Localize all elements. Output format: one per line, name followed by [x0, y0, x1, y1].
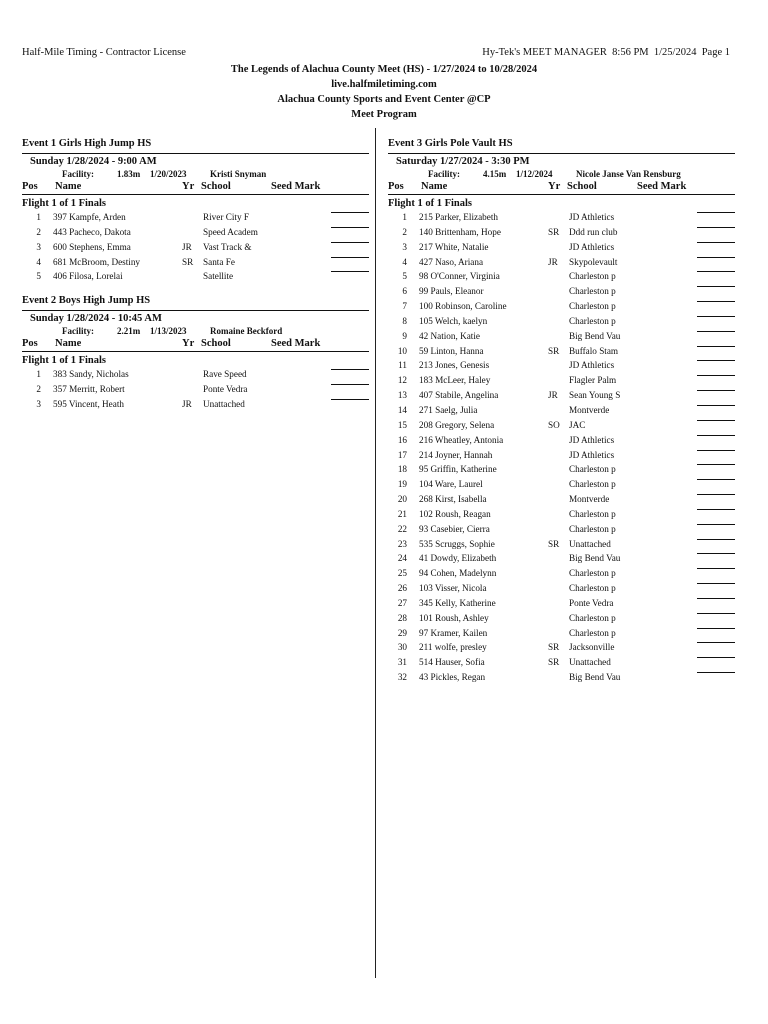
entry-year: SR — [548, 226, 560, 237]
facility-label: Facility: — [428, 169, 460, 179]
col-school-header: School — [567, 181, 597, 192]
column-headers — [22, 338, 369, 352]
col-yr-header: Yr — [182, 181, 195, 192]
entry-pos: 31 — [397, 657, 407, 668]
seed-mark-blank — [697, 657, 735, 658]
entry-school: Satellite — [203, 271, 234, 282]
col-name-header: Name — [55, 181, 82, 192]
flight-label: Flight 1 of 1 Finals — [388, 198, 473, 209]
facility-mark: 1.83m — [117, 169, 141, 179]
entry-name: 215 Parker, Elizabeth — [419, 212, 498, 222]
entry-pos: 10 — [397, 345, 407, 356]
facility-date: 1/13/2023 — [150, 326, 187, 337]
entry-school: River City F — [203, 212, 249, 222]
contractor-license: Half-Mile Timing - Contractor License — [22, 47, 186, 58]
entry-pos: 21 — [397, 508, 407, 519]
meet-manager-stamp: Hy-Tek's MEET MANAGER 8:56 PM 1/25/2024 Page 1 — [482, 47, 730, 58]
flight-label: Flight 1 of 1 Finals — [22, 355, 107, 367]
entry-school: JAC — [569, 419, 586, 430]
facility-mark: 4.15m — [483, 169, 507, 179]
entry-year: SR — [548, 642, 560, 653]
entry-row — [388, 316, 735, 331]
entry-name: 216 Wheatley, Antonia — [419, 434, 504, 445]
entry-name: 104 Ware, Laurel — [419, 479, 483, 490]
entry-school: Big Bend Vau — [569, 672, 621, 683]
entry-pos: 1 — [402, 212, 407, 222]
entry-school: Skypolevault — [569, 256, 618, 267]
seed-mark-blank — [331, 242, 369, 243]
facility-record — [22, 169, 369, 181]
seed-mark-blank — [697, 435, 735, 436]
entry-school: Charleston p — [569, 315, 616, 326]
entry-school: Big Bend Vau — [569, 553, 621, 564]
entry-pos: 28 — [397, 612, 407, 623]
entry-school: Charleston p — [569, 508, 616, 519]
seed-mark-blank — [331, 271, 369, 272]
facility-date: 1/20/2023 — [150, 169, 187, 179]
entry-pos: 14 — [397, 404, 407, 415]
entry-row — [22, 271, 369, 286]
seed-mark-blank — [331, 384, 369, 385]
entry-year: JR — [182, 241, 192, 252]
entry-pos: 7 — [402, 301, 407, 312]
entry-school: Unattached — [203, 398, 245, 409]
meet-venue: Alachua County Sports and Event Center @CP — [277, 94, 491, 105]
seed-mark-blank — [697, 346, 735, 347]
seed-mark-blank — [697, 613, 735, 614]
entry-row — [388, 435, 735, 450]
entry-school: JD Athletics — [569, 449, 615, 460]
meet-title: The Legends of Alachua County Meet (HS) - 1/27/2024 to 10/28/2024 — [230, 64, 538, 75]
entry-school: Montverde — [569, 494, 610, 505]
flight-label: Flight 1 of 1 Finals — [22, 198, 107, 209]
entry-school: Flagler Palm — [569, 375, 617, 386]
entry-pos: 3 — [36, 241, 41, 252]
entry-school: Jacksonville — [569, 642, 615, 653]
seed-mark-blank — [697, 420, 735, 421]
column-headers — [388, 181, 735, 195]
seed-mark-blank — [697, 286, 735, 287]
column-headers — [22, 181, 369, 195]
entry-school: Charleston p — [569, 627, 616, 638]
meet-program-label: Meet Program — [351, 109, 417, 120]
column-divider — [375, 128, 376, 978]
entry-year: SR — [548, 345, 560, 356]
facility-holder: Kristi Snyman — [210, 169, 267, 179]
entry-year: JR — [548, 256, 558, 267]
entry-pos: 13 — [397, 390, 407, 401]
entry-row — [388, 360, 735, 375]
entry-pos: 17 — [397, 449, 407, 460]
entry-pos: 19 — [397, 479, 407, 490]
session-datetime: Sunday 1/28/2024 - 10:45 AM — [30, 313, 162, 325]
entry-row — [388, 509, 735, 524]
seed-mark-blank — [697, 642, 735, 643]
entry-row — [388, 494, 735, 509]
event-title: Event 1 Girls High Jump HS — [22, 138, 369, 154]
entry-row — [22, 242, 369, 257]
seed-mark-blank — [697, 628, 735, 629]
col-seed-header: Seed Mark — [271, 181, 321, 192]
entry-row — [388, 628, 735, 643]
entry-pos: 24 — [397, 553, 407, 564]
entry-name: 681 McBroom, Destiny — [53, 256, 141, 267]
entry-name: 407 Stabile, Angelina — [419, 390, 499, 401]
seed-mark-blank — [331, 227, 369, 228]
entry-pos: 5 — [36, 271, 41, 282]
entry-name: 94 Cohen, Madelynn — [419, 568, 497, 579]
entry-row — [22, 399, 369, 414]
facility-holder: Romaine Beckford — [210, 326, 283, 337]
entry-pos: 11 — [398, 360, 407, 371]
entry-row — [388, 598, 735, 613]
col-pos-header: Pos — [22, 181, 38, 192]
seed-mark-blank — [697, 553, 735, 554]
col-school-header: School — [201, 338, 231, 350]
left-column — [22, 138, 369, 414]
entry-pos: 2 — [402, 226, 407, 237]
entry-name: 97 Kramer, Kailen — [419, 627, 488, 638]
entry-row — [388, 286, 735, 301]
seed-mark-blank — [697, 360, 735, 361]
event-title: Event 3 Girls Pole Vault HS — [388, 138, 735, 154]
entry-row — [22, 369, 369, 384]
entry-name: 43 Pickles, Regan — [419, 672, 486, 683]
seed-mark-blank — [697, 568, 735, 569]
entry-school: Unattached — [569, 657, 611, 668]
entry-row — [388, 212, 735, 227]
facility-record — [22, 326, 369, 338]
entry-name: 217 White, Natalie — [419, 241, 489, 252]
entry-name: 105 Welch, kaelyn — [419, 315, 488, 326]
entry-pos: 2 — [36, 226, 41, 237]
entry-name: 93 Casebier, Cierra — [419, 523, 490, 534]
entry-school: Buffalo Stam — [569, 345, 619, 356]
entry-pos: 3 — [36, 398, 41, 409]
seed-mark-blank — [697, 242, 735, 243]
entry-name: 427 Naso, Ariana — [419, 256, 484, 267]
entry-pos: 20 — [397, 494, 407, 505]
facility-date: 1/12/2024 — [516, 169, 553, 179]
entry-school: Montverde — [569, 404, 610, 415]
entry-name: 397 Kampfe, Arden — [53, 212, 126, 222]
entry-row — [388, 672, 735, 687]
entry-school: JD Athletics — [569, 241, 615, 252]
entry-pos: 6 — [402, 286, 407, 297]
entry-row — [22, 227, 369, 242]
entry-pos: 15 — [397, 419, 407, 430]
right-column — [388, 138, 735, 687]
entry-name: 514 Hauser, Sofia — [419, 657, 485, 668]
seed-mark-blank — [331, 369, 369, 370]
col-pos-header: Pos — [22, 338, 38, 350]
entry-school: Charleston p — [569, 464, 616, 475]
entry-year: SO — [548, 419, 560, 430]
entry-pos: 5 — [402, 271, 407, 282]
entry-row — [388, 301, 735, 316]
entry-row — [388, 390, 735, 405]
seed-mark-blank — [697, 450, 735, 451]
facility-mark: 2.21m — [117, 326, 141, 337]
entry-year: SR — [548, 657, 560, 668]
seed-mark-blank — [331, 212, 369, 213]
entry-name: 271 Saelg, Julia — [419, 404, 478, 415]
col-yr-header: Yr — [182, 338, 195, 350]
entry-name: 208 Gregory, Selena — [419, 419, 495, 430]
entry-name: 345 Kelly, Katherine — [419, 597, 496, 608]
entry-row — [388, 405, 735, 420]
entry-name: 99 Pauls, Eleanor — [419, 286, 484, 297]
session-datetime: Saturday 1/27/2024 - 3:30 PM — [396, 156, 530, 167]
entry-pos: 25 — [397, 568, 407, 579]
facility-record — [388, 169, 735, 181]
entry-row — [388, 242, 735, 257]
facility-label: Facility: — [62, 326, 94, 337]
entry-name: 140 Brittenham, Hope — [419, 226, 501, 237]
entry-row — [388, 613, 735, 628]
entry-pos: 3 — [402, 241, 407, 252]
col-yr-header: Yr — [548, 181, 561, 192]
col-name-header: Name — [55, 338, 82, 350]
entry-name: 95 Griffin, Katherine — [419, 464, 497, 475]
entry-row — [388, 642, 735, 657]
entry-pos: 2 — [36, 384, 41, 395]
entry-pos: 1 — [36, 369, 41, 380]
entry-name: 42 Nation, Katie — [419, 330, 480, 341]
entry-school: Ddd run club — [569, 226, 618, 237]
meet-website: live.halfmiletiming.com — [331, 79, 437, 90]
entry-name: 214 Joyner, Hannah — [419, 449, 493, 460]
entry-name: 98 O'Conner, Virginia — [419, 271, 500, 282]
entry-pos: 23 — [397, 538, 407, 549]
entry-pos: 16 — [397, 434, 407, 445]
entry-school: Charleston p — [569, 568, 616, 579]
entry-pos: 4 — [402, 256, 407, 267]
entry-pos: 26 — [397, 583, 407, 594]
seed-mark-blank — [697, 524, 735, 525]
entry-name: 211 wolfe, presley — [419, 642, 487, 653]
entry-row — [388, 331, 735, 346]
col-seed-header: Seed Mark — [637, 181, 687, 192]
seed-mark-blank — [697, 539, 735, 540]
entry-school: Charleston p — [569, 286, 616, 297]
entry-pos: 8 — [402, 315, 407, 326]
entry-row — [22, 384, 369, 399]
session-datetime: Sunday 1/28/2024 - 9:00 AM — [30, 156, 157, 167]
seed-mark-blank — [697, 405, 735, 406]
entry-school: Charleston p — [569, 301, 616, 312]
entry-name: 600 Stephens, Emma — [53, 241, 131, 252]
entry-school: Rave Speed — [203, 369, 247, 380]
meet-header — [0, 62, 768, 122]
entry-school: Big Bend Vau — [569, 330, 621, 341]
seed-mark-blank — [697, 212, 735, 213]
seed-mark-blank — [697, 257, 735, 258]
seed-mark-blank — [331, 399, 369, 400]
seed-mark-blank — [697, 375, 735, 376]
entry-row — [388, 375, 735, 390]
entry-school: Ponte Vedra — [203, 384, 248, 395]
entry-name: 102 Roush, Reagan — [419, 508, 491, 519]
entry-row — [388, 450, 735, 465]
entry-pos: 9 — [402, 330, 407, 341]
entry-name: 406 Filosa, Lorelai — [53, 271, 123, 282]
event-block — [388, 138, 735, 687]
entry-row — [388, 553, 735, 568]
entry-name: 183 McLeer, Haley — [419, 375, 491, 386]
entry-name: 100 Robinson, Caroline — [419, 301, 507, 312]
entry-pos: 22 — [397, 523, 407, 534]
entry-name: 383 Sandy, Nicholas — [53, 369, 129, 380]
entry-school: Unattached — [569, 538, 611, 549]
entry-school: Charleston p — [569, 271, 616, 282]
seed-mark-blank — [697, 479, 735, 480]
entry-name: 268 Kirst, Isabella — [419, 494, 487, 505]
seed-mark-blank — [697, 583, 735, 584]
col-pos-header: Pos — [388, 181, 404, 192]
entry-pos: 29 — [397, 627, 407, 638]
seed-mark-blank — [697, 464, 735, 465]
entry-school: JD Athletics — [569, 434, 615, 445]
entry-name: 103 Visser, Nicola — [419, 583, 487, 594]
col-name-header: Name — [421, 181, 448, 192]
entry-row — [388, 539, 735, 554]
event-title: Event 2 Boys High Jump HS — [22, 295, 369, 311]
entry-school: Ponte Vedra — [569, 597, 614, 608]
entry-row — [388, 568, 735, 583]
entry-school: Sean Young S — [569, 390, 621, 401]
seed-mark-blank — [697, 598, 735, 599]
entry-pos: 1 — [36, 212, 41, 222]
entry-pos: 30 — [397, 642, 407, 653]
seed-mark-blank — [697, 227, 735, 228]
col-seed-header: Seed Mark — [271, 338, 321, 350]
entry-row — [22, 212, 369, 227]
entry-row — [388, 583, 735, 598]
seed-mark-blank — [697, 271, 735, 272]
entry-name: 101 Roush, Ashley — [419, 612, 489, 623]
event-block — [22, 138, 369, 286]
entry-name: 41 Dowdy, Elizabeth — [419, 553, 497, 564]
entry-pos: 27 — [397, 597, 407, 608]
seed-mark-blank — [697, 390, 735, 391]
seed-mark-blank — [697, 509, 735, 510]
entry-school: Speed Academ — [203, 226, 258, 237]
entry-school: Vast Track & — [203, 241, 252, 252]
entry-row — [388, 524, 735, 539]
entry-year: JR — [182, 398, 192, 409]
entry-name: 357 Merritt, Robert — [53, 384, 125, 395]
seed-mark-blank — [697, 672, 735, 673]
seed-mark-blank — [331, 257, 369, 258]
entry-school: JD Athletics — [569, 212, 615, 222]
entry-row — [388, 346, 735, 361]
event-block — [22, 295, 369, 414]
entry-name: 535 Scruggs, Sophie — [419, 538, 495, 549]
entry-name: 595 Vincent, Heath — [53, 398, 124, 409]
entry-row — [388, 257, 735, 272]
entry-row — [388, 227, 735, 242]
entry-row — [388, 479, 735, 494]
entry-school: JD Athletics — [569, 360, 615, 371]
entry-pos: 4 — [36, 256, 41, 267]
entry-pos: 18 — [397, 464, 407, 475]
entry-row — [388, 271, 735, 286]
entry-year: SR — [548, 538, 560, 549]
entry-name: 213 Jones, Genesis — [419, 360, 490, 371]
entry-name: 59 Linton, Hanna — [419, 345, 484, 356]
seed-mark-blank — [697, 316, 735, 317]
entry-school: Santa Fe — [203, 256, 235, 267]
entry-school: Charleston p — [569, 612, 616, 623]
entry-row — [388, 657, 735, 672]
seed-mark-blank — [697, 331, 735, 332]
entry-school: Charleston p — [569, 523, 616, 534]
entry-pos: 32 — [397, 672, 407, 683]
seed-mark-blank — [697, 494, 735, 495]
entry-row — [388, 464, 735, 479]
seed-mark-blank — [697, 301, 735, 302]
entry-school: Charleston p — [569, 479, 616, 490]
entry-row — [388, 420, 735, 435]
facility-label: Facility: — [62, 169, 94, 179]
entry-year: SR — [182, 256, 194, 267]
entry-year: JR — [548, 390, 558, 401]
entry-row — [22, 257, 369, 272]
facility-holder: Nicole Janse Van Rensburg — [576, 169, 681, 179]
entry-school: Charleston p — [569, 583, 616, 594]
entry-pos: 12 — [397, 375, 407, 386]
col-school-header: School — [201, 181, 231, 192]
entry-name: 443 Pacheco, Dakota — [53, 226, 131, 237]
